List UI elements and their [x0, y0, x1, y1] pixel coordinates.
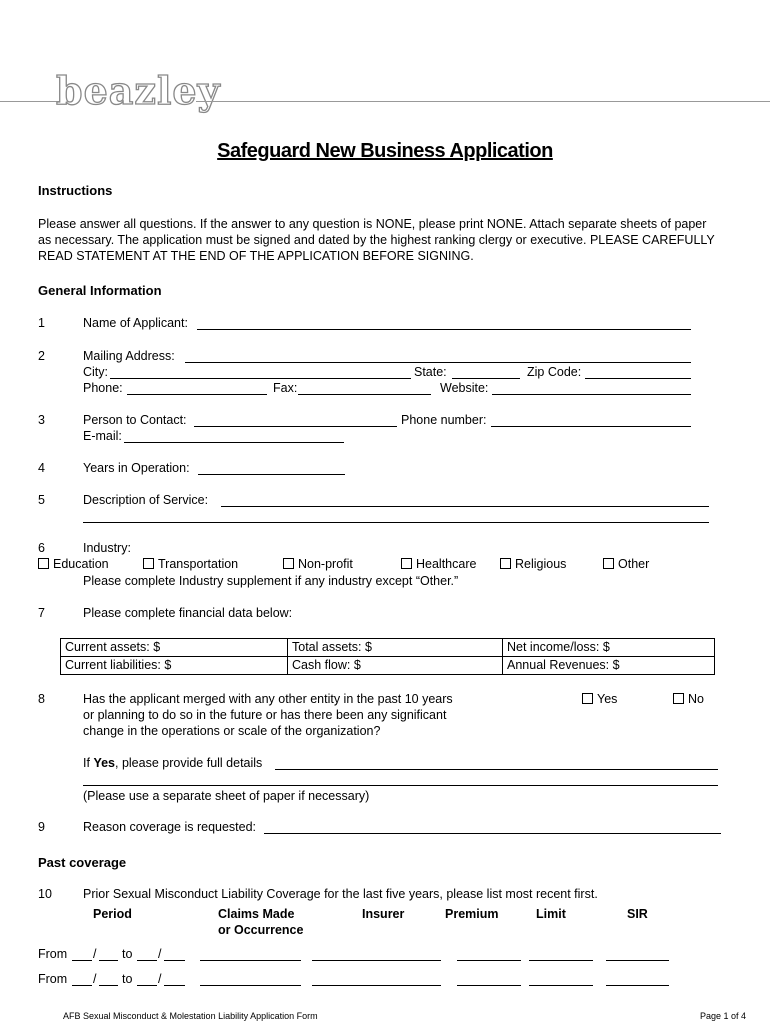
date-separator: /	[158, 947, 162, 961]
from-year-field[interactable]	[99, 960, 118, 961]
current-liabilities-cell[interactable]: Current liabilities: $	[61, 657, 288, 675]
industry-option-education[interactable]	[38, 557, 109, 571]
page-title: Safeguard New Business Application	[217, 140, 553, 162]
zip-code-field[interactable]	[585, 378, 691, 379]
question-number: 1	[38, 316, 45, 330]
option-label: Education	[53, 557, 109, 571]
option-label: Other	[618, 557, 650, 571]
industry-supplement-note: Please complete Industry supplement if any industry except “Other.”	[83, 574, 459, 588]
fax-field[interactable]	[298, 394, 431, 395]
applicant-name-label: Name of Applicant:	[83, 316, 188, 330]
city-field[interactable]	[110, 378, 411, 379]
coverage-reason-label: Reason coverage is requested:	[83, 820, 257, 834]
option-label: Transportation	[158, 557, 239, 571]
column-limit: Limit	[536, 907, 566, 921]
merger-question-line-1: Has the applicant merged with any other entity in the past 10 years	[83, 692, 453, 706]
from-month-field[interactable]	[72, 960, 92, 961]
industry-option-other[interactable]	[603, 557, 649, 571]
question-number: 4	[38, 461, 45, 475]
annual-revenues-cell[interactable]: Annual Revenues: $	[503, 657, 715, 675]
column-insurer: Insurer	[362, 907, 405, 921]
checkbox-icon[interactable]	[401, 558, 412, 569]
past-coverage-heading: Past coverage	[38, 855, 127, 870]
option-label: Religious	[515, 557, 567, 571]
instructions-line-3: READ STATEMENT AT THE END OF THE APPLICATION BEFORE SIGNING.	[38, 249, 474, 263]
applicant-name-field[interactable]	[197, 329, 691, 330]
coverage-reason-field[interactable]	[264, 833, 721, 834]
date-separator: /	[93, 972, 97, 986]
footer-page-number: Page 1 of 4	[700, 1011, 747, 1021]
checkbox-icon[interactable]	[603, 558, 614, 569]
checkbox-icon[interactable]	[38, 558, 49, 569]
checkbox-icon[interactable]	[673, 693, 684, 704]
insurer-field[interactable]	[312, 960, 441, 961]
industry-label: Industry:	[83, 541, 131, 555]
footer-form-name: AFB Sexual Misconduct & Molestation Liability Application Form	[63, 1011, 318, 1021]
date-separator: /	[93, 947, 97, 961]
city-label: City:	[83, 365, 108, 379]
column-period: Period	[93, 907, 132, 921]
state-label: State:	[414, 365, 447, 379]
question-number: 10	[38, 887, 52, 901]
question-number: 5	[38, 493, 45, 507]
option-label: No	[688, 692, 704, 706]
sir-field[interactable]	[606, 985, 669, 986]
checkbox-icon[interactable]	[582, 693, 593, 704]
contact-phone-label: Phone number:	[401, 413, 487, 427]
service-description-field-line2[interactable]	[83, 522, 709, 523]
contact-person-label: Person to Contact:	[83, 413, 187, 427]
header-rule-right	[196, 101, 770, 102]
email-label: E-mail:	[83, 429, 122, 443]
question-number: 2	[38, 349, 45, 363]
industry-option-religious[interactable]	[500, 557, 566, 571]
current-assets-cell[interactable]: Current assets: $	[61, 639, 288, 657]
to-year-field[interactable]	[164, 960, 185, 961]
option-label: Yes	[597, 692, 618, 706]
merger-question-line-2: or planning to do so in the future or has there been any significant	[83, 708, 447, 722]
instructions-heading: Instructions	[38, 183, 113, 198]
email-field[interactable]	[124, 442, 344, 443]
merger-details-label	[83, 756, 262, 770]
website-label: Website:	[440, 381, 489, 395]
financial-data-label: Please complete financial data below:	[83, 606, 293, 620]
to-month-field[interactable]	[137, 960, 157, 961]
if-suffix: , please provide full details	[115, 756, 263, 770]
question-number: 7	[38, 606, 45, 620]
state-field[interactable]	[452, 378, 520, 379]
sir-field[interactable]	[606, 960, 669, 961]
checkbox-icon[interactable]	[143, 558, 154, 569]
question-number: 9	[38, 820, 45, 834]
website-field[interactable]	[492, 394, 691, 395]
premium-field[interactable]	[457, 960, 521, 961]
contact-phone-field[interactable]	[491, 426, 691, 427]
claims-made-field[interactable]	[200, 985, 301, 986]
option-label: Non-profit	[298, 557, 353, 571]
industry-option-nonprofit[interactable]	[283, 557, 353, 571]
if-prefix: If	[83, 756, 90, 770]
merger-details-field-line2[interactable]	[83, 785, 718, 786]
general-info-heading: General Information	[38, 283, 162, 298]
years-operation-field[interactable]	[198, 474, 345, 475]
limit-field[interactable]	[529, 960, 593, 961]
net-income-cell[interactable]: Net income/loss: $	[503, 639, 715, 657]
contact-person-field[interactable]	[194, 426, 397, 427]
column-premium: Premium	[445, 907, 499, 921]
merger-details-field[interactable]	[275, 769, 718, 770]
table-row	[61, 639, 715, 657]
checkbox-icon[interactable]	[500, 558, 511, 569]
to-label: to	[122, 972, 133, 986]
premium-field[interactable]	[457, 985, 521, 986]
column-claims-made: Claims Made	[218, 907, 295, 921]
phone-field[interactable]	[127, 394, 267, 395]
prior-coverage-label: Prior Sexual Misconduct Liability Coverage for the last five years, please list most recent first.	[83, 887, 598, 901]
separate-sheet-note: (Please use a separate sheet of paper if necessary)	[83, 789, 370, 803]
industry-option-healthcare[interactable]	[401, 557, 476, 571]
from-label: From	[38, 972, 68, 986]
to-label: to	[122, 947, 133, 961]
mailing-address-field[interactable]	[185, 362, 691, 363]
merger-question-line-3: change in the operations or scale of the organization?	[83, 724, 381, 738]
limit-field[interactable]	[529, 985, 593, 986]
mailing-address-label: Mailing Address:	[83, 349, 175, 363]
header-rule-left	[0, 101, 62, 102]
instructions-line-2: as necessary. The application must be signed and dated by the highest ranking clergy or executive. PLEASE CAREFULLY	[38, 233, 715, 247]
from-year-field[interactable]	[99, 985, 118, 986]
merger-yes-option[interactable]	[582, 692, 617, 706]
date-separator: /	[158, 972, 162, 986]
option-label: Healthcare	[416, 557, 477, 571]
question-number: 6	[38, 541, 45, 555]
service-description-field[interactable]	[221, 506, 709, 507]
merger-no-option[interactable]	[673, 692, 704, 706]
cash-flow-cell[interactable]: Cash flow: $	[288, 657, 503, 675]
zip-code-label: Zip Code:	[527, 365, 582, 379]
fax-label: Fax:	[273, 381, 298, 395]
service-description-label: Description of Service:	[83, 493, 209, 507]
to-year-field[interactable]	[164, 985, 185, 986]
question-number: 3	[38, 413, 45, 427]
financial-data-table	[60, 638, 715, 675]
years-operation-label: Years in Operation:	[83, 461, 190, 475]
insurer-field[interactable]	[312, 985, 441, 986]
phone-label: Phone:	[83, 381, 123, 395]
column-sir: SIR	[627, 907, 648, 921]
to-month-field[interactable]	[137, 985, 157, 986]
instructions-line-1: Please answer all questions. If the answer to any question is NONE, please print NONE. Attach separate sheets of paper	[38, 217, 707, 231]
question-number: 8	[38, 692, 45, 706]
total-assets-cell[interactable]: Total assets: $	[288, 639, 503, 657]
from-label: From	[38, 947, 68, 961]
claims-made-field[interactable]	[200, 960, 301, 961]
if-yes-bold: Yes	[93, 756, 115, 770]
checkbox-icon[interactable]	[283, 558, 294, 569]
column-occurrence: or Occurrence	[218, 923, 304, 937]
from-month-field[interactable]	[72, 985, 92, 986]
beazley-logo: beazley	[56, 68, 221, 113]
industry-option-transportation[interactable]	[143, 557, 238, 571]
table-row	[61, 657, 715, 675]
